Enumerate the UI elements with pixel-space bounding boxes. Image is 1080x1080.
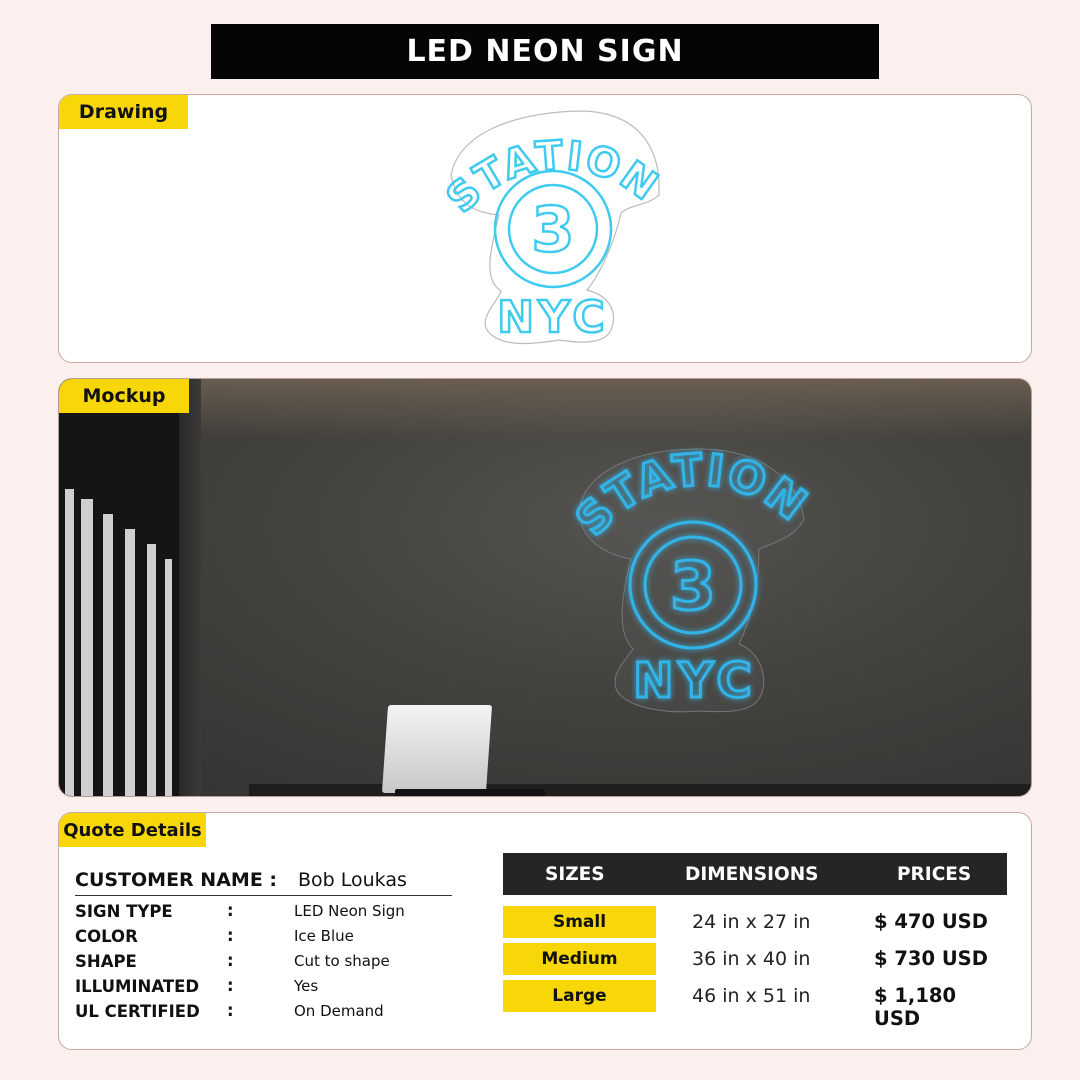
price-value: $ 470 USD: [874, 910, 988, 933]
price-row-medium: [503, 943, 1007, 980]
dimensions-value: 46 in x 51 in: [692, 985, 811, 1007]
dimensions-value: 24 in x 27 in: [692, 911, 811, 933]
spec-value: LED Neon Sign: [294, 902, 405, 920]
header-sizes: SIZES: [545, 864, 605, 885]
spec-row-color: [75, 926, 455, 951]
spec-colon: :: [227, 1001, 234, 1020]
drawing-panel: [58, 94, 1032, 363]
spec-value: On Demand: [294, 1002, 384, 1020]
spec-label: SIGN TYPE: [75, 902, 173, 921]
room-photo: [59, 379, 1031, 796]
spec-colon: :: [227, 901, 234, 920]
header-dimensions: DIMENSIONS: [685, 864, 819, 885]
spec-value: Ice Blue: [294, 927, 354, 945]
price-value: $ 730 USD: [874, 947, 988, 970]
spec-colon: :: [227, 976, 234, 995]
customer-row: [75, 869, 452, 896]
page-title: LED NEON SIGN: [211, 24, 879, 79]
spec-list: [75, 901, 455, 1026]
quote-tag: Quote Details: [59, 813, 206, 847]
spec-row-ul-certified: [75, 1001, 455, 1026]
quote-panel: [58, 812, 1032, 1050]
price-table: [503, 853, 1007, 1030]
sign-top-text: STATION: [437, 132, 668, 222]
price-value: $ 1,180 USD: [874, 984, 957, 1030]
price-row-small: [503, 906, 1007, 943]
sign-bottom-text: NYC: [497, 292, 609, 343]
spec-row-sign-type: [75, 901, 455, 926]
spec-row-illuminated: [75, 976, 455, 1001]
spec-row-shape: [75, 951, 455, 976]
mockup-panel: [58, 378, 1032, 797]
spec-value: Cut to shape: [294, 952, 390, 970]
price-row-large: [503, 980, 1007, 1030]
spec-label: COLOR: [75, 927, 138, 946]
sign-number: 3: [531, 193, 575, 266]
customer-label: CUSTOMER NAME :: [75, 869, 278, 891]
size-chip: Large: [503, 980, 656, 1012]
mockup-tag: Mockup: [59, 379, 189, 413]
spec-label: UL CERTIFIED: [75, 1002, 200, 1021]
dimensions-value: 36 in x 40 in: [692, 948, 811, 970]
size-chip: Medium: [503, 943, 656, 975]
spec-colon: :: [227, 926, 234, 945]
spec-colon: :: [227, 951, 234, 970]
price-table-header: [503, 853, 1007, 895]
drawing-tag: Drawing: [59, 95, 188, 129]
sign-top-text: STATION: [566, 444, 817, 546]
size-chip: Small: [503, 906, 656, 938]
spec-label: ILLUMINATED: [75, 977, 200, 996]
header-prices: PRICES: [897, 864, 972, 885]
sign-drawing: [59, 95, 1032, 363]
sign-mockup: [59, 379, 1032, 797]
sign-bottom-text: NYC: [633, 653, 757, 709]
spec-label: SHAPE: [75, 952, 137, 971]
customer-name: Bob Loukas: [298, 869, 407, 891]
spec-value: Yes: [294, 977, 319, 995]
sign-number: 3: [670, 548, 716, 625]
